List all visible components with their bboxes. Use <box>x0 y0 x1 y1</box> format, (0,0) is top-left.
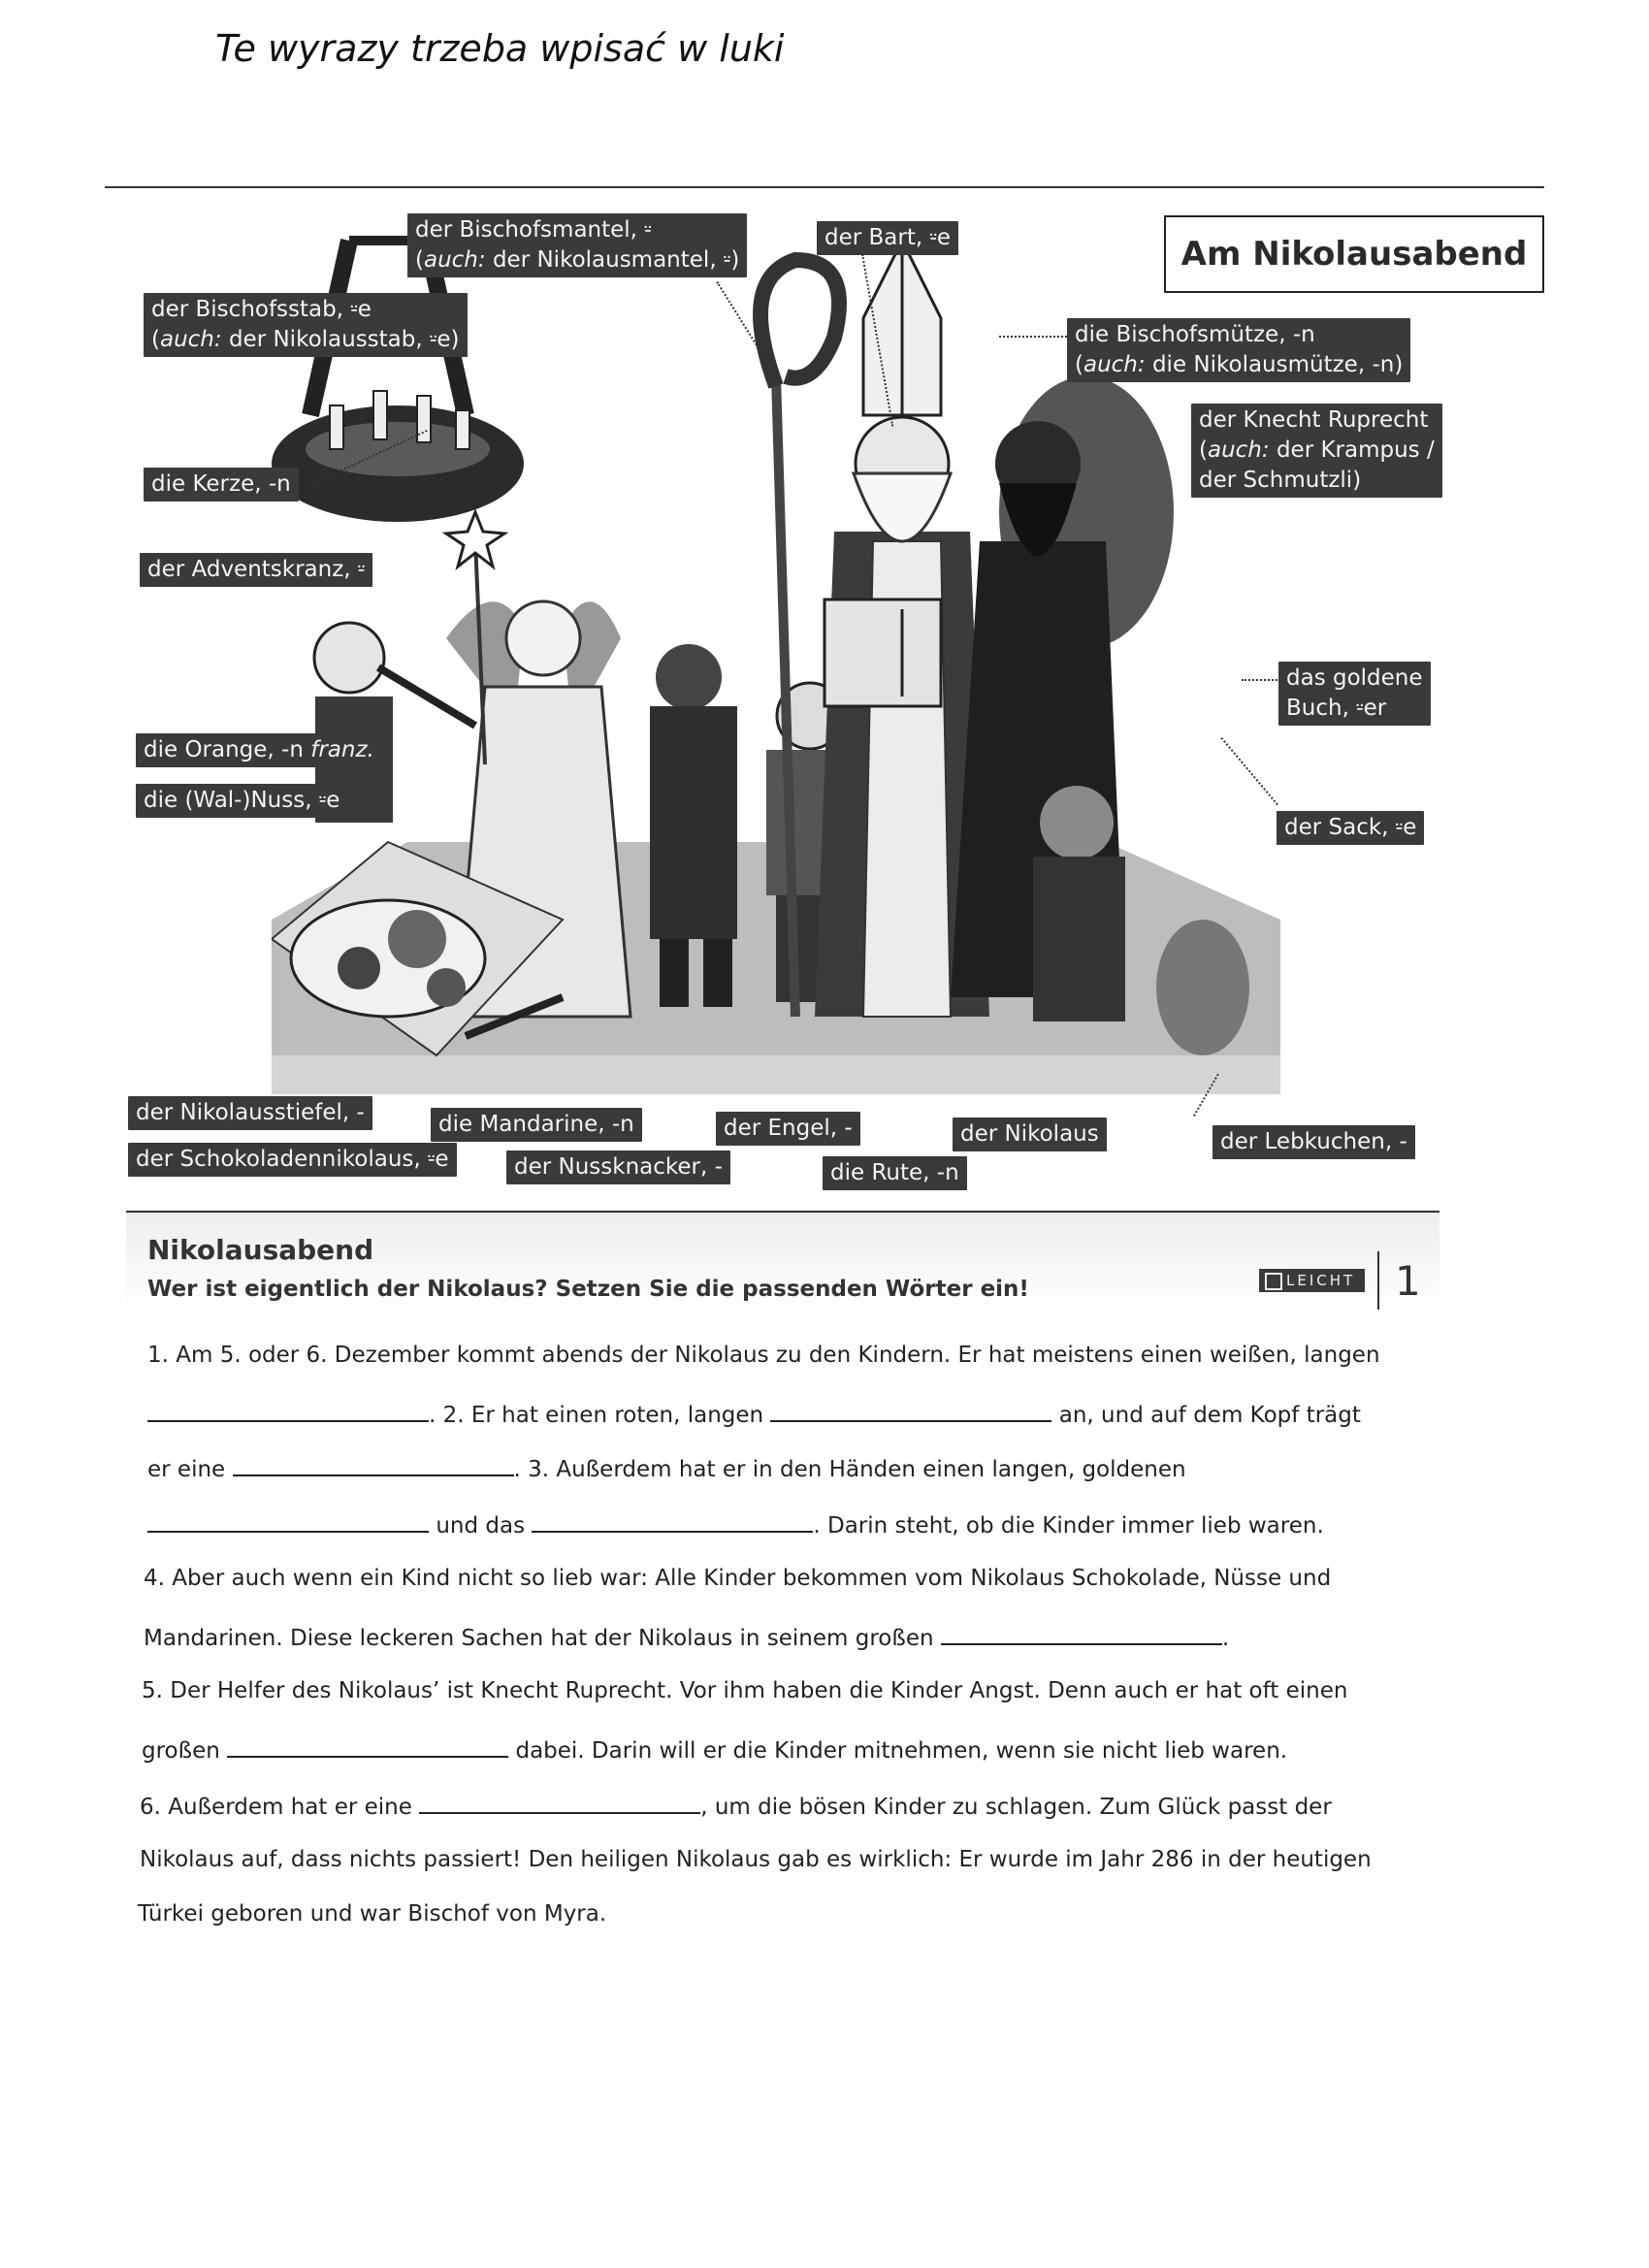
exercise-line-3: er eine . 3. Außerdem hat er in den Händen einen langen, goldenen <box>147 1453 1186 1482</box>
exercise-instruction: Wer ist eigentlich der Nikolaus? Setzen Sie die passenden Wörter ein! <box>147 1277 1029 1302</box>
label-bart: der Bart, ⸚e <box>817 221 958 255</box>
exercise-line-6: Mandarinen. Diese leckeren Sachen hat der Nikolaus in seinem großen . <box>144 1622 1229 1651</box>
exercise-line-5: 4. Aber auch wenn ein Kind nicht so lieb war: Alle Kinder bekommen vom Nikolaus Schokolade, Nüsse und <box>144 1566 1332 1591</box>
label-bischofsmuetze: die Bischofsmütze, -n (auch: die Nikolausmütze, -n) <box>1067 318 1410 382</box>
handwritten-note: Te wyrazy trzeba wpisać w luki <box>215 27 785 70</box>
label-nikolausstiefel: der Nikolausstiefel, - <box>128 1096 372 1130</box>
gap-7-input[interactable] <box>227 1734 508 1758</box>
label-nikolaus: der Nikolaus <box>953 1118 1107 1151</box>
gap-8-input[interactable] <box>419 1791 700 1814</box>
exercise-line-10: Nikolaus auf, dass nichts passiert! Den heiligen Nikolaus gab es wirklich: Er wurde im Jahr 286 in der heutigen <box>140 1847 1372 1872</box>
gap-5-input[interactable] <box>532 1509 813 1533</box>
exercise-line-4: und das . Darin steht, ob die Kinder immer lieb waren. <box>147 1509 1324 1539</box>
label-schokoladennikolaus: der Schokoladennikolaus, ⸚e <box>128 1143 457 1177</box>
exercise-line-1: 1. Am 5. oder 6. Dezember kommt abends der Nikolaus zu den Kindern. Er hat meistens einen weißen, langen <box>147 1343 1380 1368</box>
label-lebkuchen: der Lebkuchen, - <box>1212 1125 1415 1159</box>
label-adventskranz: der Adventskranz, ⸚ <box>140 553 372 587</box>
exercise-line-7: 5. Der Helfer des Nikolaus’ ist Knecht Ruprecht. Vor ihm haben die Kinder Angst. Denn auch er hat oft einen <box>142 1678 1348 1703</box>
label-kerze: die Kerze, -n <box>144 468 299 502</box>
top-rule <box>105 186 1544 188</box>
gap-3-input[interactable] <box>233 1453 514 1476</box>
gap-2-input[interactable] <box>770 1399 1051 1422</box>
advent-wreath-drawing <box>272 241 524 522</box>
nikolaus-figure-drawing <box>760 241 989 1017</box>
gap-6-input[interactable] <box>941 1622 1222 1645</box>
label-bischofsstab: der Bischofsstab, ⸚e (auch: der Nikolausstab, ⸚e) <box>144 293 468 357</box>
label-goldene-buch: das goldene Buch, ⸚er <box>1278 662 1431 726</box>
exercise-number: 1 <box>1395 1257 1421 1305</box>
label-rute: die Rute, -n <box>823 1156 967 1190</box>
exercise-line-9: 6. Außerdem hat er eine , um die bösen Kinder zu schlagen. Zum Glück passt der <box>140 1791 1332 1820</box>
page-title: Am Nikolausabend <box>1164 215 1544 293</box>
label-nuss: die (Wal-)Nuss, ⸚e <box>136 784 347 818</box>
gap-4-input[interactable] <box>147 1509 429 1533</box>
level-badge: LEICHT <box>1259 1269 1365 1292</box>
exercise-number-divider <box>1377 1251 1379 1310</box>
label-mandarine: die Mandarine, -n <box>431 1108 642 1142</box>
leader-line <box>1242 679 1280 681</box>
label-nussknacker: der Nussknacker, - <box>506 1150 730 1184</box>
label-bischofsmantel: der Bischofsmantel, ⸚ (auch: der Nikolausmantel, ⸚) <box>407 213 747 277</box>
leader-line <box>999 336 1067 338</box>
exercise-line-8: großen dabei. Darin will er die Kinder mitnehmen, wenn sie nicht lieb waren. <box>142 1734 1287 1764</box>
exercise-line-11: Türkei geboren und war Bischof von Myra. <box>138 1901 607 1927</box>
exercise-title: Nikolausabend <box>147 1234 374 1266</box>
label-sack: der Sack, ⸚e <box>1277 811 1424 845</box>
label-engel: der Engel, - <box>716 1112 860 1146</box>
label-knecht-ruprecht: der Knecht Ruprecht (auch: der Krampus / der Schmutzli) <box>1191 404 1442 498</box>
level-checkbox-icon <box>1265 1273 1282 1290</box>
gap-1-input[interactable] <box>147 1399 429 1422</box>
exercise-top-rule <box>126 1211 1439 1213</box>
label-orange: die Orange, -n franz. <box>136 733 382 767</box>
exercise-line-2: . 2. Er hat einen roten, langen an, und auf dem Kopf trägt <box>147 1399 1361 1428</box>
